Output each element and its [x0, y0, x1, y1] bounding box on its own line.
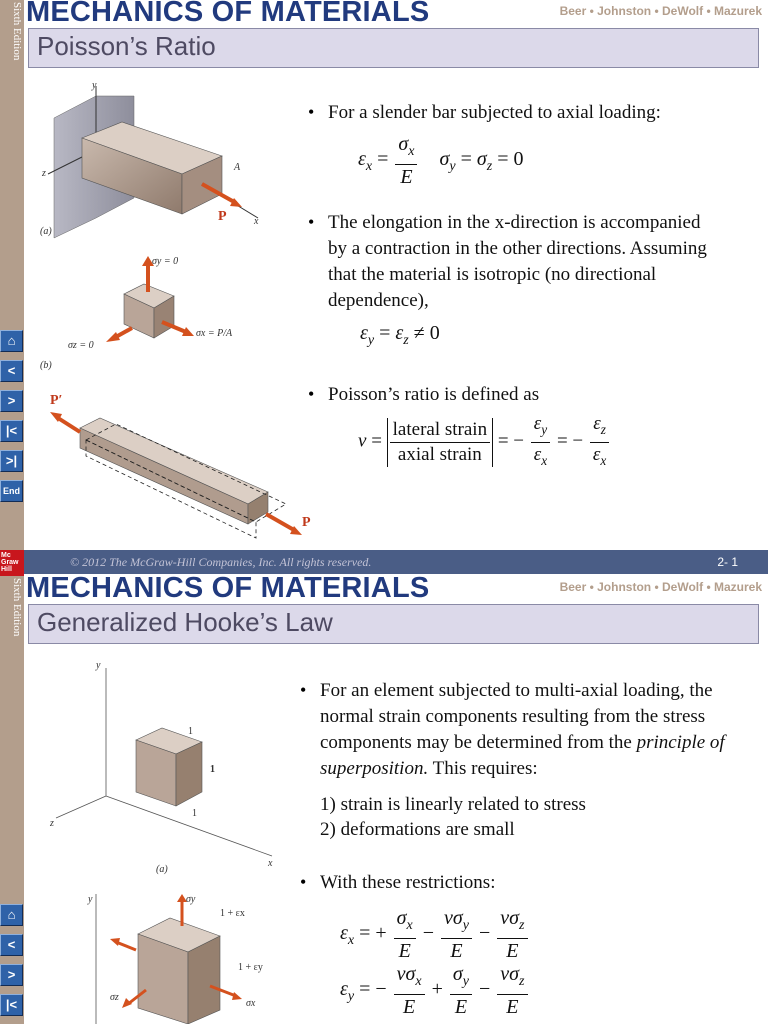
bullet-restrictions: With these restrictions: [320, 872, 496, 893]
axis-y-label: y [92, 80, 97, 91]
bullet-multiaxial [320, 678, 750, 782]
edition-label: Sixth Edition [11, 578, 23, 637]
slide-title-box [28, 28, 759, 68]
axis-x-label: x [268, 858, 273, 869]
equation-strain-y: $\varepsilon_y$ = − $\frac{\nu\sigma_x}{E}$ + $\frac{\sigma_y}{E}$ − $\frac{\nu\sigma_z}{E}$ [340, 962, 530, 1019]
authors: Beer • Johnston • DeWolf • Mazurek [559, 4, 762, 18]
sigma-z-label: σz [110, 992, 119, 1003]
load-p-label: P [218, 209, 227, 224]
figure-stressed-cube [70, 890, 290, 1024]
slide-title-box [28, 604, 759, 644]
nav-prev-button[interactable]: < [0, 934, 23, 956]
one-plus-ey-label: 1 + εy [238, 962, 263, 973]
axis-x-label: x [254, 216, 259, 227]
sigma-y-label: σy [186, 894, 196, 905]
figure-unit-cube [36, 656, 286, 876]
slide-generalized-hookes-law [0, 572, 768, 1024]
publisher-logo: Mc Graw Hill [0, 550, 24, 580]
axis-y-label: y [88, 894, 93, 905]
axis-y-label: y [96, 660, 101, 671]
principle-of-superposition: principle of superposition. [320, 732, 725, 779]
point-a-label: A [234, 162, 241, 173]
sidebar [0, 576, 24, 1024]
nav-prev-button[interactable]: < [0, 360, 23, 382]
fig-a-label: (a) [40, 226, 52, 237]
sigma-x-label: σx = P/A [196, 328, 233, 339]
nav-home-button[interactable]: ⌂ [0, 904, 23, 926]
bullet-marker: • [300, 872, 307, 892]
nav-first-button[interactable]: |< [0, 420, 23, 442]
condition-small-deformation: 2) deformations are small [320, 819, 515, 840]
condition-linear: 1) strain is linearly related to stress [320, 794, 586, 815]
dim-bottom-label: 1 [192, 808, 197, 819]
bullet-marker: • [300, 680, 307, 700]
nav-last-button[interactable]: >| [0, 450, 23, 472]
equation-lateral-strain: $\varepsilon_y = \varepsilon_z \ne 0$ [360, 322, 440, 348]
figure-axial-bar [36, 78, 266, 243]
fig-a-label: (a) [156, 864, 168, 875]
sigma-y-label: σy = 0 [152, 256, 179, 267]
equation-poissons-ratio: ν = $\frac{\text{lateral strain}}{\text{axial strain}}$ = − $\frac{\varepsilon_y}{\varepsilon_x}$ = − $\frac{\varepsilon_z}{\varepsilon_x}$ [358, 412, 611, 473]
dim-right-label: 1 [210, 764, 215, 775]
page-number: 2- 1 [717, 555, 738, 569]
sigma-x-label: σx [246, 998, 256, 1009]
frac-lateral-strain: lateral strain [390, 418, 490, 443]
fig-b-label: (b) [40, 360, 52, 371]
footer-bar [24, 550, 768, 574]
bullet-requires-text: This requires: [428, 758, 538, 779]
load-p-prime-label: P′ [50, 393, 63, 408]
edition-label: Sixth Edition [11, 2, 23, 61]
figure-deformed-bar [36, 388, 326, 548]
sigma-z-label: σz = 0 [68, 340, 94, 351]
copyright-text: © 2012 The McGraw-Hill Companies, Inc. All rights reserved. [70, 555, 372, 569]
dim-top-label: 1 [188, 726, 193, 737]
bullet-axial-loading: For a slender bar subjected to axial loading: [328, 102, 661, 123]
axis-z-label: z [50, 818, 54, 829]
load-p-label: P [302, 515, 311, 530]
bullet-multiaxial-text: For an element subjected to multi-axial loading, the normal strain components resulting from the stress components may be determined from the [320, 680, 713, 753]
equation-strain-x: $\varepsilon_x$ = + $\frac{\sigma_x}{E}$ − $\frac{\nu\sigma_y}{E}$ − $\frac{\nu\sigma_z}{E}$ [340, 906, 530, 963]
nav-next-button[interactable]: > [0, 964, 23, 986]
frac-axial-strain: axial strain [397, 443, 482, 465]
bullet-poisson-definition: Poisson’s ratio is defined as [328, 384, 540, 405]
bullet-marker: • [308, 102, 315, 122]
slide-title: Poisson’s Ratio [37, 31, 216, 61]
nav-home-button[interactable]: ⌂ [0, 330, 23, 352]
main-title: MECHANICS OF MATERIALS [26, 572, 430, 604]
bullet-marker: • [308, 384, 315, 404]
slide-title: Generalized Hooke’s Law [37, 607, 333, 637]
bullet-elongation: The elongation in the x-direction is accompanied by a contraction in the other directions. Assuming that the material is isotropic (no directional dependence), [328, 212, 707, 311]
main-title: MECHANICS OF MATERIALS [26, 0, 430, 28]
nav-next-button[interactable]: > [0, 390, 23, 412]
figure-stress-element [36, 252, 266, 374]
axis-z-label: z [42, 168, 46, 179]
nav-first-button[interactable]: |< [0, 994, 23, 1016]
bullet-marker: • [308, 212, 315, 232]
one-plus-ex-label: 1 + εx [220, 908, 245, 919]
nav-end-button[interactable]: End [0, 480, 23, 502]
authors: Beer • Johnston • DeWolf • Mazurek [559, 580, 762, 594]
equation-axial-strain: $\varepsilon_x$ = $\frac{\sigma_x}{E}$ $\sigma_y = \sigma_z = 0$ [358, 133, 524, 188]
